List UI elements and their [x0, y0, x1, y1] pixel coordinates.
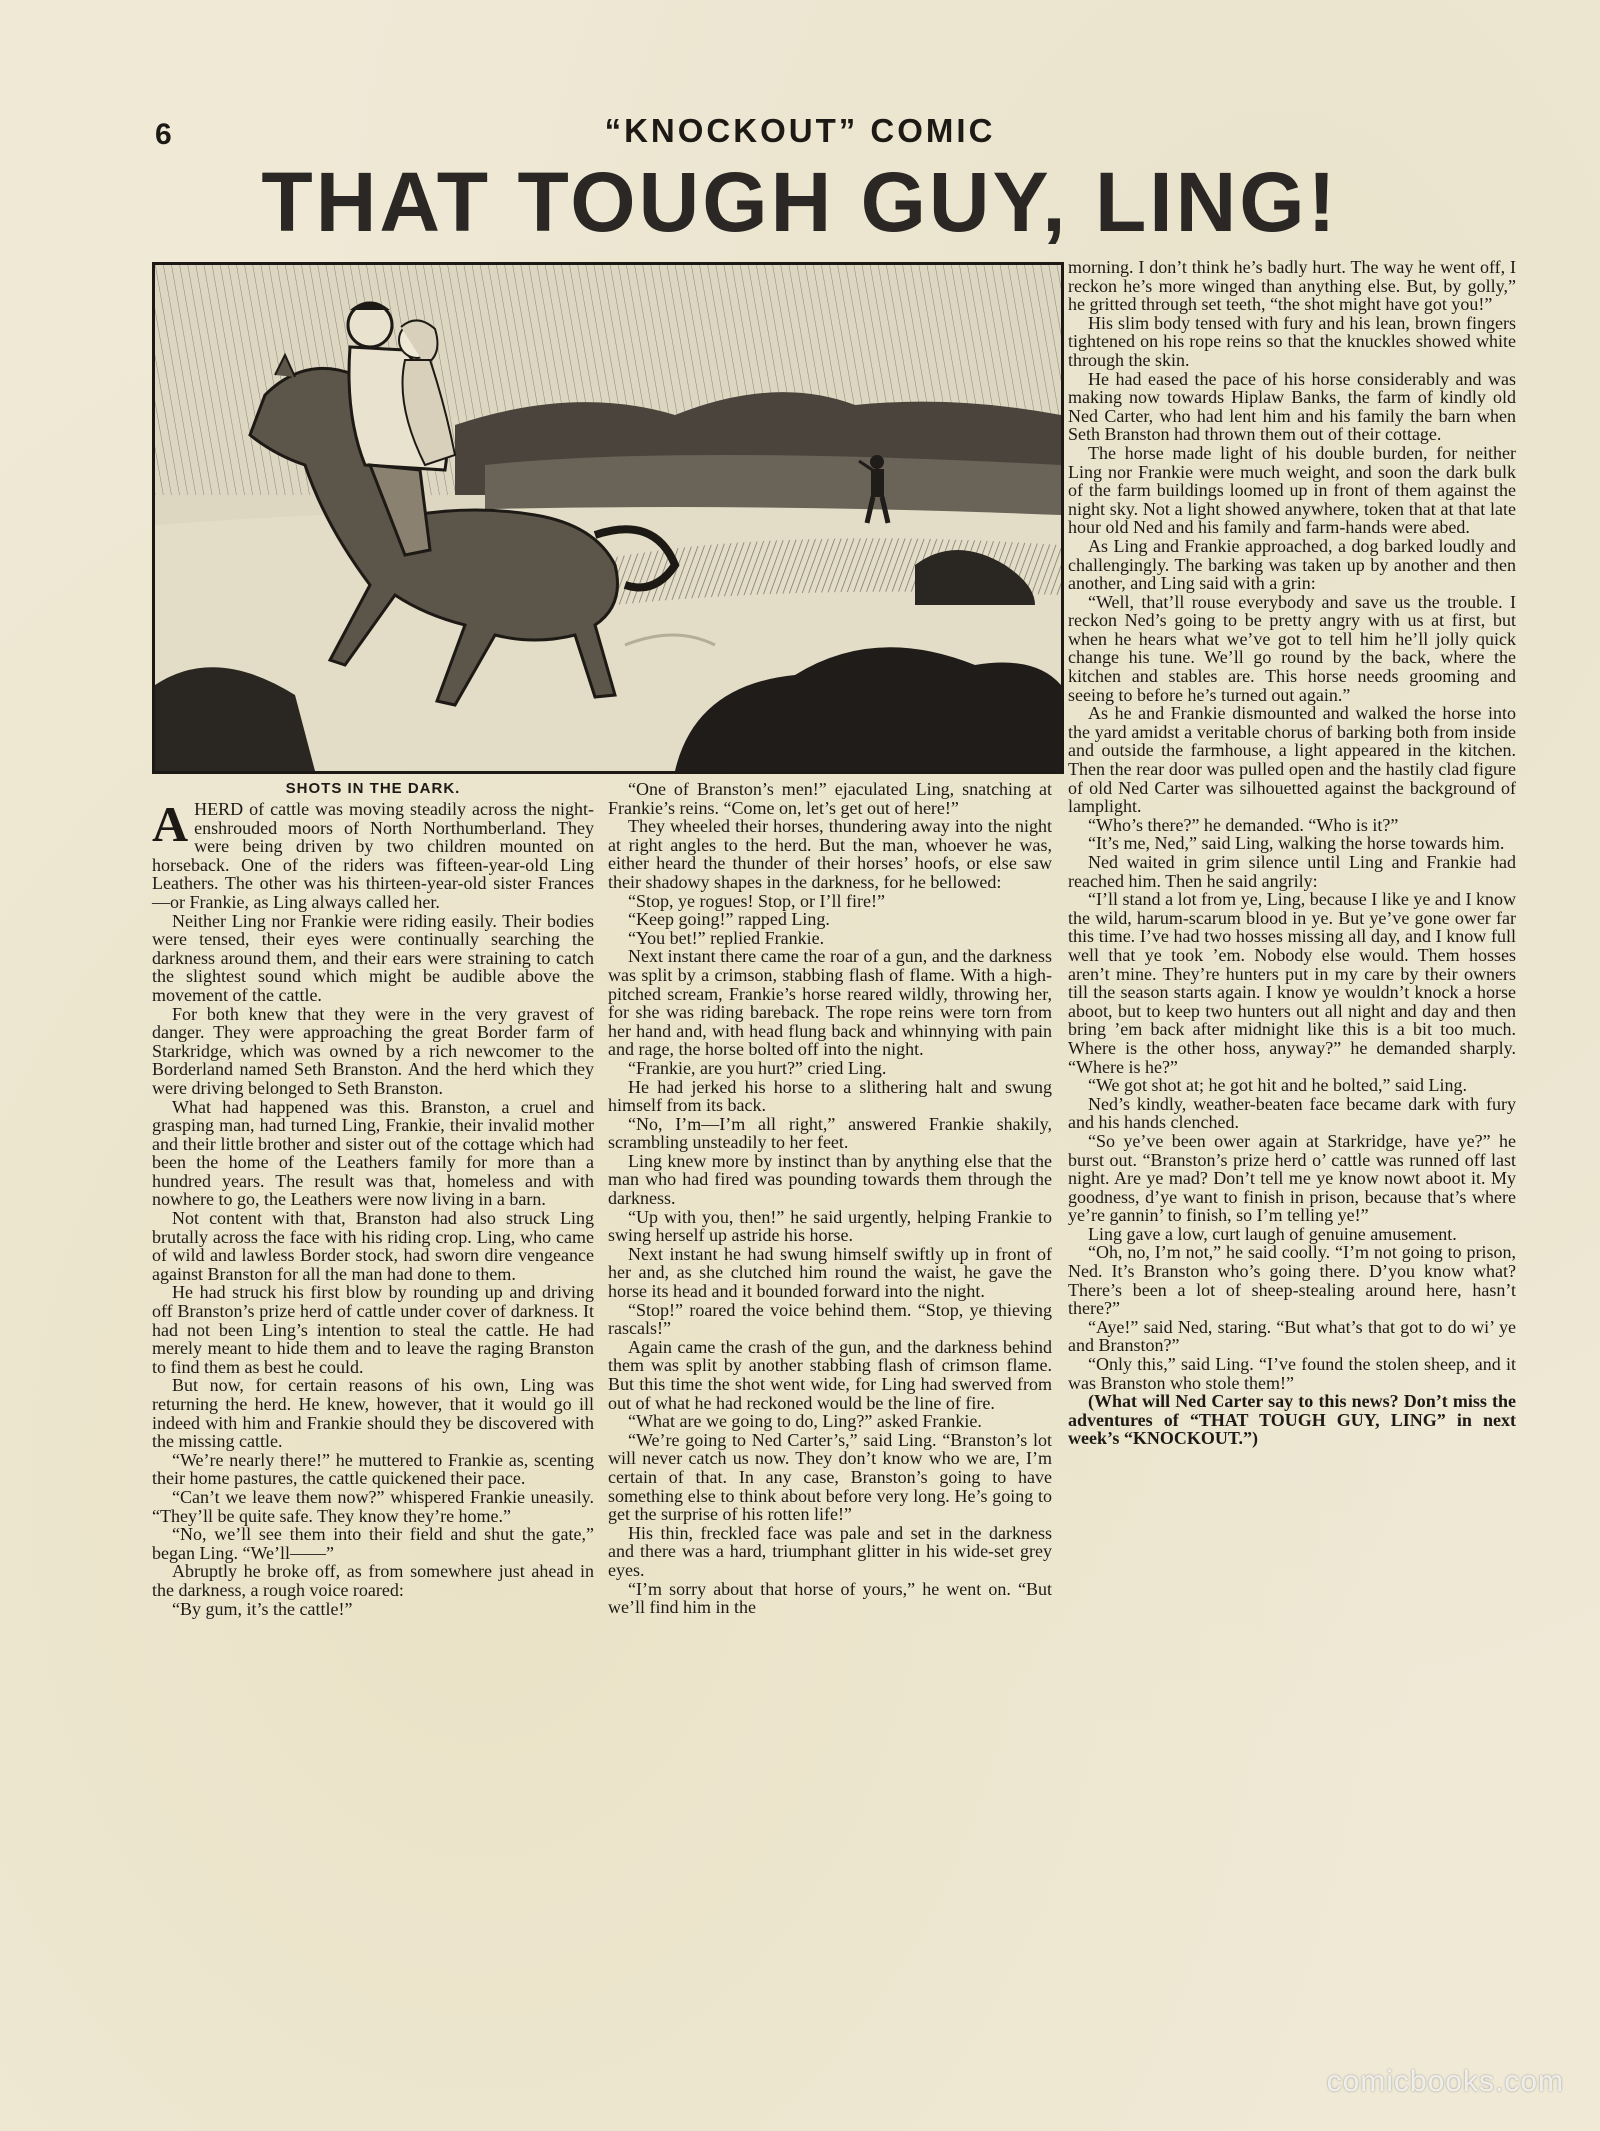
story-paragraph: Next instant there came the roar of a gun, and the darkness was split by a crimson, stabbing flash of flame. With a high-pitched scream, Frankie’s horse reared wildly, throwing her, for she was riding bareback. The rope reins were torn from her hand and, with head flung back and whinnying with pain and rage, the horse bolted off into the night.	[608, 946, 1052, 1060]
story-paragraph: “Who’s there?” he demanded. “Who is it?”	[1088, 814, 1399, 835]
story-paragraph: “I’m sorry about that horse of yours,” he went on. “But we’ll find him in the	[608, 1578, 1052, 1618]
story-paragraph: “Up with you, then!” he said urgently, helping Frankie to swing herself up astride his horse.	[608, 1206, 1052, 1246]
horse-riders-illustration	[152, 262, 1064, 774]
story-paragraph: Not content with that, Branston had also struck Ling brutally across the face with his riding crop. Ling, who came of wild and lawless Border stock, had sworn dire vengeance against Branston for all the man had done to them.	[152, 1208, 594, 1284]
story-paragraph: His slim body tensed with fury and his lean, brown fingers tightened on his rope reins so that the knuckles showed white through the skin.	[1068, 312, 1516, 370]
story-paragraph: “Stop, ye rogues! Stop, or I’ll fire!”	[628, 890, 885, 911]
story-paragraph: “Frankie, are you hurt?” cried Ling.	[628, 1057, 887, 1078]
story-paragraph: Ling knew more by instinct than by anything else that the man who had fired was pounding towards them through the darkness.	[608, 1150, 1052, 1209]
story-paragraph: Again came the crash of the gun, and the darkness behind them was split by another stabbing flash of crimson flame. But this time the shot went wide, for Ling had swerved from out of what he had reckoned would be the line of fire.	[608, 1336, 1052, 1413]
next-week-teaser: (What will Ned Carter say to this news? Don’t miss the adventures of “THAT TOUGH GUY, LING” in next week’s “KNOCKOUT.”)	[1068, 1391, 1516, 1449]
story-paragraph: He had eased the pace of his horse considerably and was making now towards Hiplaw Banks, the farm of kindly old Ned Carter, who had lent him and his family the barn when Seth Branston had thrown them out of their cottage.	[1068, 368, 1516, 445]
story-paragraph: Next instant he had swung himself swiftly up in front of her and, as she clutched him round the waist, he gave the horse its head and it bounded forward into the night.	[608, 1243, 1052, 1302]
story-paragraph: He had struck his first blow by rounding up and driving off Branston’s prize herd of cattle under cover of darkness. It had not been Ling’s intention to steal the cattle. He had merely meant to hide them and to leave the raging Branston to find them as best he could.	[152, 1282, 594, 1377]
story-paragraph: “Can’t we leave them now?” whispered Frankie uneasily. “They’ll be quite safe. They know they’re home.”	[152, 1486, 594, 1526]
story-paragraph: “Keep going!” rapped Ling.	[628, 909, 830, 930]
story-paragraph: “By gum, it’s the cattle!”	[172, 1598, 353, 1619]
masthead: “KNOCKOUT” COMIC	[604, 112, 996, 149]
story-paragraph: AHERD of cattle was moving steadily across the night-enshrouded moors of North Northumberland. They were being driven by two children mounted on horseback. One of the riders was fifteen-year-old Ling Leathers. The other was his thirteen-year-old sister Frances—or Frankie, as Ling always called her.	[152, 796, 594, 912]
story-paragraph: As Ling and Frankie approached, a dog barked loudly and challengingly. The barking was taken up by another and then another, and Ling said with a grin:	[1068, 535, 1516, 594]
illustration-drawing	[155, 265, 1061, 771]
story-paragraph: “One of Branston’s men!” ejaculated Ling, snatching at Frankie’s reins. “Come on, let’s get out of here!”	[608, 779, 1052, 818]
story-paragraph: His thin, freckled face was pale and set in the darkness and there was a hard, triumphant glitter in his wide-set grey eyes.	[608, 1522, 1052, 1580]
drop-cap: A	[152, 796, 189, 852]
story-paragraph: Neither Ling nor Frankie were riding easily. Their bodies were tensed, their eyes were continually searching the darkness around them, and their ears were straining to catch the slightest sound which might be audible above the movement of the cattle.	[152, 910, 594, 1005]
story-paragraph: Ned waited in grim silence until Ling and Frankie had reached him. Then he said angrily:	[1068, 852, 1516, 891]
story-paragraph: “Stop!” roared the voice behind them. “Stop, ye thieving rascals!”	[608, 1299, 1052, 1339]
story-paragraph: Abruptly he broke off, as from somewhere just ahead in the darkness, a rough voice roared:	[152, 1561, 594, 1600]
story-paragraph: Ned’s kindly, weather-beaten face became dark with fury and his hands clenched.	[1068, 1093, 1516, 1133]
story-paragraph: “I’ll stand a lot from ye, Ling, because I like ye and I know the wild, harum-scarum blood in ye. But ye’ve gone ower far this time. I’ve had two hosses missing all day, and I know full well that ye took ’em. Nobody else would. Them hosses aren’t mine. They’re hunters put in my care by their owners till the season starts again. I know ye wouldn’t knock a horse aboot, but to keep two hunters out all night and day and then bring ’em back after midnight like this is a bit too much. Where is the other hoss, anyway?” he demanded sharply. “Where is he?”	[1068, 889, 1516, 1077]
story-column-3	[1068, 258, 1516, 2058]
story-paragraph: morning. I don’t think he’s badly hurt. The way he went off, I reckon he’s more winged than anything else. But, by golly,” he gritted through set teeth, “the shot might have got you!”	[1068, 257, 1516, 315]
story-column-2	[608, 780, 1052, 2060]
headline: THAT TOUGH GUY, LING!	[261, 155, 1339, 249]
story-paragraph: “You bet!” replied Frankie.	[628, 927, 825, 948]
story-paragraph: “We’re nearly there!” he muttered to Frankie as, scenting their home pastures, the cattle quickened their pace.	[152, 1449, 594, 1489]
page-number: 6	[155, 118, 172, 151]
story-paragraph: Ling gave a low, curt laugh of genuine amusement.	[1088, 1223, 1457, 1244]
story-paragraph: “We got shot at; he got hit and he bolted,” said Ling.	[1088, 1075, 1467, 1096]
section-caption: SHOTS IN THE DARK.	[285, 780, 461, 797]
story-paragraph: For both knew that they were in the very gravest of danger. They were approaching the great Border farm of Starkridge, which was owned by a rich newcomer to the Borderland named Seth Branston. And the herd which they were driving belonged to Seth Branston.	[152, 1003, 594, 1098]
story-paragraph: “Only this,” said Ling. “I’ve found the stolen sheep, and it was Branston who stole them!”	[1068, 1354, 1516, 1393]
story-paragraph: “Aye!” said Ned, staring. “But what’s that got to do wi’ ye and Branston?”	[1068, 1316, 1516, 1356]
story-paragraph: “What are we going to do, Ling?” asked Frankie.	[628, 1411, 982, 1432]
story-paragraph: “It’s me, Ned,” said Ling, walking the horse towards him.	[1088, 833, 1505, 854]
story-paragraph: They wheeled their horses, thundering away into the night at right angles to the herd. But the man, whoever he was, either heard the thunder of their horses’ hoofs, or else saw their shadowy shapes in the darkness, for he bellowed:	[608, 816, 1052, 892]
story-paragraph: “Well, that’ll rouse everybody and save us the trouble. I reckon Ned’s going to be pretty angry with us at first, but when he hears what we’ve got to tell him he’ll jolly quick change his tune. We’ll go round by the back, where the kitchen and stables are. This horse needs grooming and seeing to before he’s turned out again.”	[1068, 591, 1516, 705]
site-watermark: comicbooks.com	[1326, 2065, 1564, 2098]
story-paragraph: As he and Frankie dismounted and walked the horse into the yard amidst a veritable chorus of barking both from inside and outside the farmhouse, a light appeared in the kitchen. Then the rear door was pulled open and the hastily clad figure of old Ned Carter was silhouetted against the background of lamplight.	[1068, 703, 1516, 817]
story-paragraph: The horse made light of his double burden, for neither Ling nor Frankie were much weight, and soon the dark bulk of the farm buildings loomed up in front of them against the night sky. Not a light showed anywhere, token that at that late hour old Ned and his family and farm-hands were abed.	[1068, 442, 1516, 538]
story-column-1	[152, 796, 594, 2060]
story-paragraph: But now, for certain reasons of his own, Ling was returning the herd. He knew, however, that it would go ill indeed with him and Frankie should they be discovered with the missing cattle.	[152, 1375, 594, 1452]
story-paragraph: “No, we’ll see them into their field and shut the gate,” began Ling. “We’ll——”	[152, 1524, 594, 1563]
story-paragraph: What had happened was this. Branston, a cruel and grasping man, had turned Ling, Frankie, their invalid mother and their little brother and sister out of the cottage which had been the home of the Leathers family for more than a hundred years. The result was that, homeless and with nowhere to go, the Leathers were now living in a barn.	[152, 1096, 594, 1210]
story-paragraph: “So ye’ve been ower again at Starkridge, have ye?” he burst out. “Branston’s prize herd o’ cattle was runned off last night. Are ye mad? Don’t tell me ye know nowt aboot it. My goodness, d’ye want to finish in prison, because that’s where ye’re gannin’ to finish, so I’m telling ye!”	[1068, 1130, 1516, 1226]
story-paragraph: He had jerked his horse to a slithering halt and swung himself from its back.	[608, 1076, 1052, 1116]
story-paragraph: “Oh, no, I’m not,” he said coolly. “I’m not going to prison, Ned. It’s Branston who’s going there. D’you know what? There’s been a lot of sheep-stealing around here, hasn’t there?”	[1068, 1242, 1516, 1319]
story-paragraph: “We’re going to Ned Carter’s,” said Ling. “Branston’s lot will never catch us now. They don’t know who we are, I’m certain of that. In any case, Branston’s going to have something else to think about before very long. He’s going to get the surprise of his rotten life!”	[608, 1429, 1052, 1525]
story-paragraph: “No, I’m—I’m all right,” answered Frankie shakily, scrambling unsteadily to her feet.	[608, 1113, 1052, 1153]
